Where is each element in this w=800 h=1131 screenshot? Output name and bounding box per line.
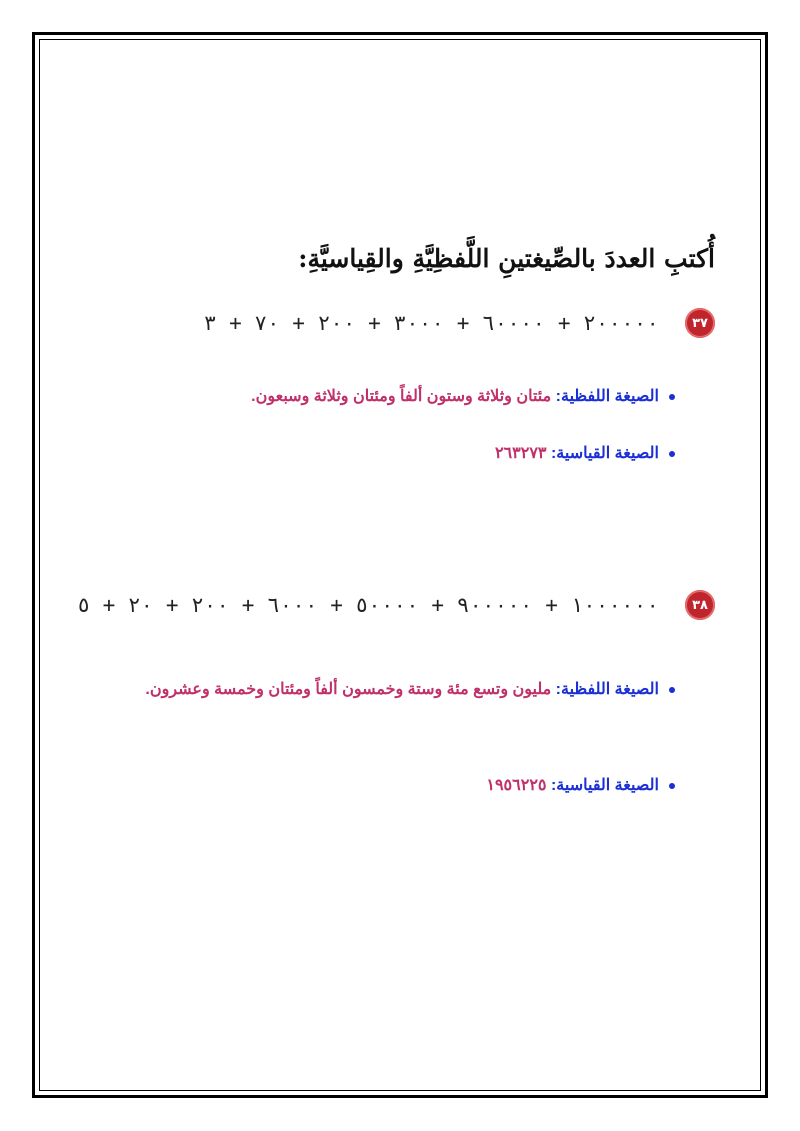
standard-form-value: ١٩٥٦٢٢٥ (486, 777, 547, 794)
verbal-form-value: مليون وتسع مئة وستة وخمسون ألفاً ومئتان وخمسة وعشرون. (145, 681, 552, 698)
standard-form-item (486, 772, 675, 801)
standard-form-label: الصيغة القياسية: (550, 445, 659, 462)
problem-37 (204, 306, 715, 340)
bullet-dot-icon (669, 687, 675, 693)
verbal-form-value: مئتان وثلاثة وستون ألفاً ومئتان وثلاثة وسبعون. (251, 388, 552, 405)
verbal-form-label: الصيغة اللفظية: (555, 388, 659, 405)
problem-number-badge: ٣٧ (685, 308, 715, 338)
verbal-form-label: الصيغة اللفظية: (555, 681, 659, 698)
expanded-expression: ٢٠٠٠٠٠ + ٦٠٠٠٠ + ٣٠٠٠ + ٢٠٠ + ٧٠ + ٣ (203, 311, 659, 335)
expanded-expression: ١٠٠٠٠٠٠ + ٩٠٠٠٠٠ + ٥٠٠٠٠ + ٦٠٠٠ + ٢٠٠ + ٢٠ + ٥ (77, 593, 659, 617)
standard-form-value: ٢٦٣٢٧٣ (494, 445, 547, 462)
instruction-heading: أُكتبِ العددَ بالصِّيغتينِ اللَّفظِيَّةِ والقِياسيَّةِ: (298, 244, 715, 273)
bullet-dot-icon (669, 783, 675, 789)
worksheet-page (40, 40, 760, 1090)
standard-form-label: الصيغة القياسية: (550, 777, 659, 794)
bullet-dot-icon (669, 394, 675, 400)
problem-38 (77, 588, 715, 622)
standard-form-item (495, 440, 675, 469)
problem-number-badge: ٣٨ (685, 590, 715, 620)
verbal-form-item (115, 674, 675, 706)
verbal-form-item (115, 383, 675, 412)
bullet-dot-icon (669, 451, 675, 457)
